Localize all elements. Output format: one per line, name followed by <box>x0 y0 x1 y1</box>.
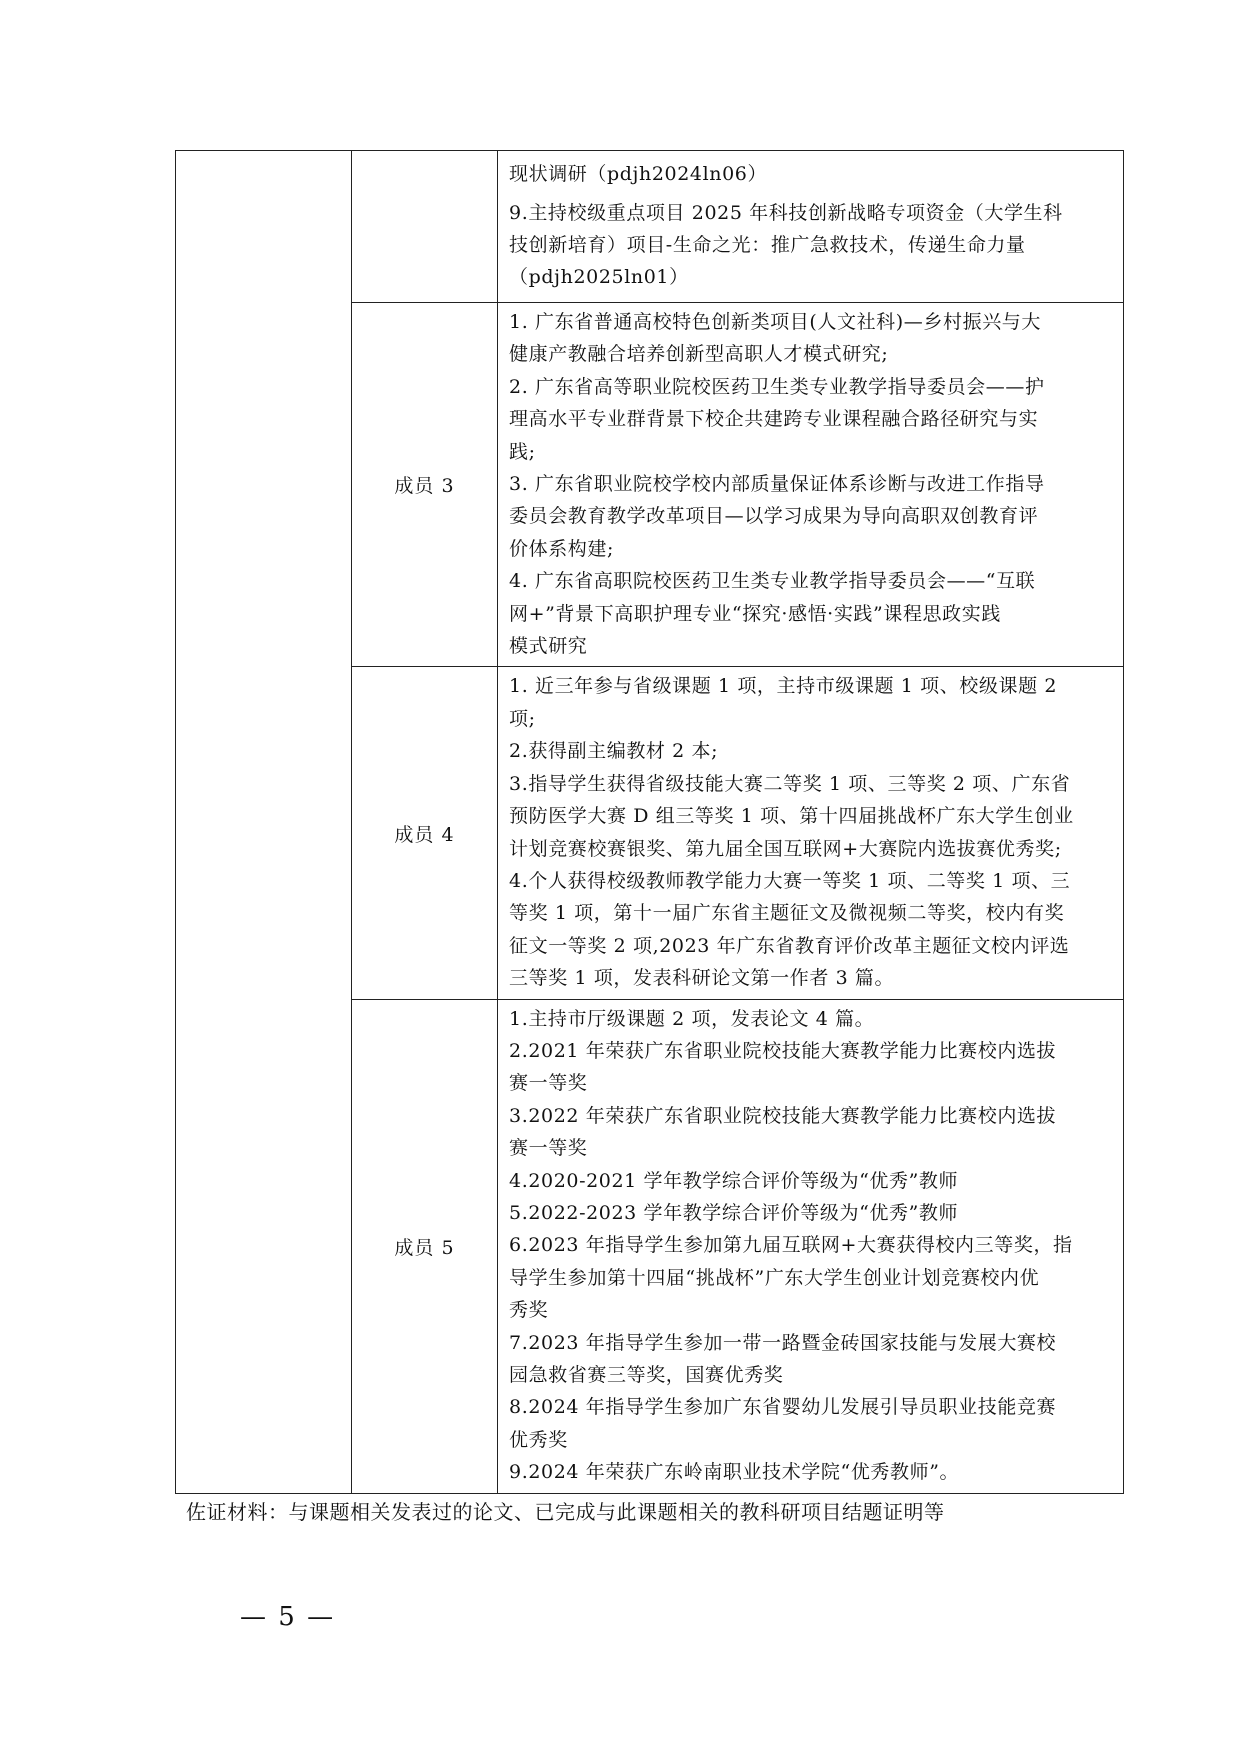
content-line: 现状调研（pdjh2024ln06） <box>509 163 768 186</box>
content-cell <box>498 303 1124 667</box>
content-line: 优秀奖 <box>509 1428 568 1451</box>
content-line: 4.个人获得校级教师教学能力大赛一等奖 1 项、二等奖 1 项、三 <box>509 869 1071 892</box>
content-line: 价体系构建; <box>509 537 615 560</box>
content-line: 3.指导学生获得省级技能大赛二等奖 1 项、三等奖 2 项、广东省 <box>509 772 1071 795</box>
content-cell <box>498 999 1124 1493</box>
content-cell <box>498 151 1124 303</box>
content-line: 6.2023 年指导学生参加第九届互联网+大赛获得校内三等奖，指 <box>509 1234 1073 1257</box>
content-line: 3. 广东省职业院校学校内部质量保证体系诊断与改进工作指导 <box>509 473 1045 496</box>
content-line: 5.2022-2023 学年教学综合评价等级为“优秀”教师 <box>509 1201 959 1224</box>
member-label: 成员 4 <box>352 667 498 999</box>
content-line: 等奖 1 项，第十一届广东省主题征文及微视频二等奖，校内有奖 <box>509 902 1065 925</box>
member-achievements-table <box>175 150 1124 1494</box>
content-line: 预防医学大赛 D 组三等奖 1 项、第十四届挑战杯广东大学生创业 <box>509 805 1074 828</box>
content-line: 秀奖 <box>509 1299 549 1322</box>
content-line: 征文一等奖 2 项,2023 年广东省教育评价改革主题征文校内评选 <box>509 934 1070 957</box>
content-line: 健康产教融合培养创新型高职人才模式研究; <box>509 343 889 366</box>
content-line: 1. 近三年参与省级课题 1 项，主持市级课题 1 项、校级课题 2 <box>509 675 1058 698</box>
content-line: 9.主持校级重点项目 2025 年科技创新战略专项资金（大学生科 <box>509 201 1063 224</box>
content-line: 理高水平专业群背景下校企共建跨专业课程融合路径研究与实 <box>509 408 1039 431</box>
content-line: 4. 广东省高职院校医药卫生类专业教学指导委员会——“互联 <box>509 570 1036 593</box>
content-line: 3.2022 年荣获广东省职业院校技能大赛教学能力比赛校内选拔 <box>509 1104 1057 1127</box>
content-line: 4.2020-2021 学年教学综合评价等级为“优秀”教师 <box>509 1169 959 1192</box>
content-line: 1. 广东省普通高校特色创新类项目(人文社科)—乡村振兴与大 <box>509 311 1041 333</box>
content-line: 技创新培育）项目-生命之光：推广急救技术，传递生命力量 <box>509 234 1026 256</box>
page-number: — 5 — <box>240 1602 336 1632</box>
content-line: 1.主持市厅级课题 2 项，发表论文 4 篇。 <box>509 1007 875 1030</box>
content-line: 2.2021 年荣获广东省职业院校技能大赛教学能力比赛校内选拔 <box>509 1039 1057 1062</box>
content-line: 计划竞赛校赛银奖、第九届全国互联网+大赛院内选拔赛优秀奖; <box>509 837 1062 860</box>
content-line: 2. 广东省高等职业院校医药卫生类专业教学指导委员会——护 <box>509 375 1045 398</box>
content-line: 践; <box>509 440 536 463</box>
content-line: （pdjh2025ln01） <box>509 266 689 289</box>
category-cell <box>176 151 352 1494</box>
content-line: 导学生参加第十四届“挑战杯”广东大学生创业计划竞赛校内优 <box>509 1266 1040 1289</box>
content-line: 模式研究 <box>509 635 588 658</box>
content-cell <box>498 667 1124 999</box>
content-line: 网+”背景下高职护理专业“探究·感悟·实践”课程思政实践 <box>509 602 1001 625</box>
content-line: 7.2023 年指导学生参加一带一路暨金砖国家技能与发展大赛校 <box>509 1331 1057 1354</box>
member-label: 成员 5 <box>352 999 498 1493</box>
content-line: 9.2024 年荣获广东岭南职业技术学院“优秀教师”。 <box>509 1461 960 1484</box>
member-label-cell <box>352 151 498 303</box>
content-line: 赛一等奖 <box>509 1137 588 1160</box>
content-line: 赛一等奖 <box>509 1072 588 1095</box>
content-line: 园急救省赛三等奖，国赛优秀奖 <box>509 1364 784 1386</box>
supporting-materials-note: 佐证材料：与课题相关发表过的论文、已完成与此课题相关的教科研项目结题证明等 <box>186 1500 945 1524</box>
member-label: 成员 3 <box>352 303 498 667</box>
content-line: 委员会教育教学改革项目—以学习成果为导向高职双创教育评 <box>509 505 1039 528</box>
content-line: 8.2024 年指导学生参加广东省婴幼儿发展引导员职业技能竞赛 <box>509 1396 1057 1419</box>
content-line: 2.获得副主编教材 2 本; <box>509 740 719 763</box>
table-row-continuation <box>176 151 1124 303</box>
content-line: 项; <box>509 707 536 730</box>
content-line: 三等奖 1 项，发表科研论文第一作者 3 篇。 <box>509 967 895 990</box>
